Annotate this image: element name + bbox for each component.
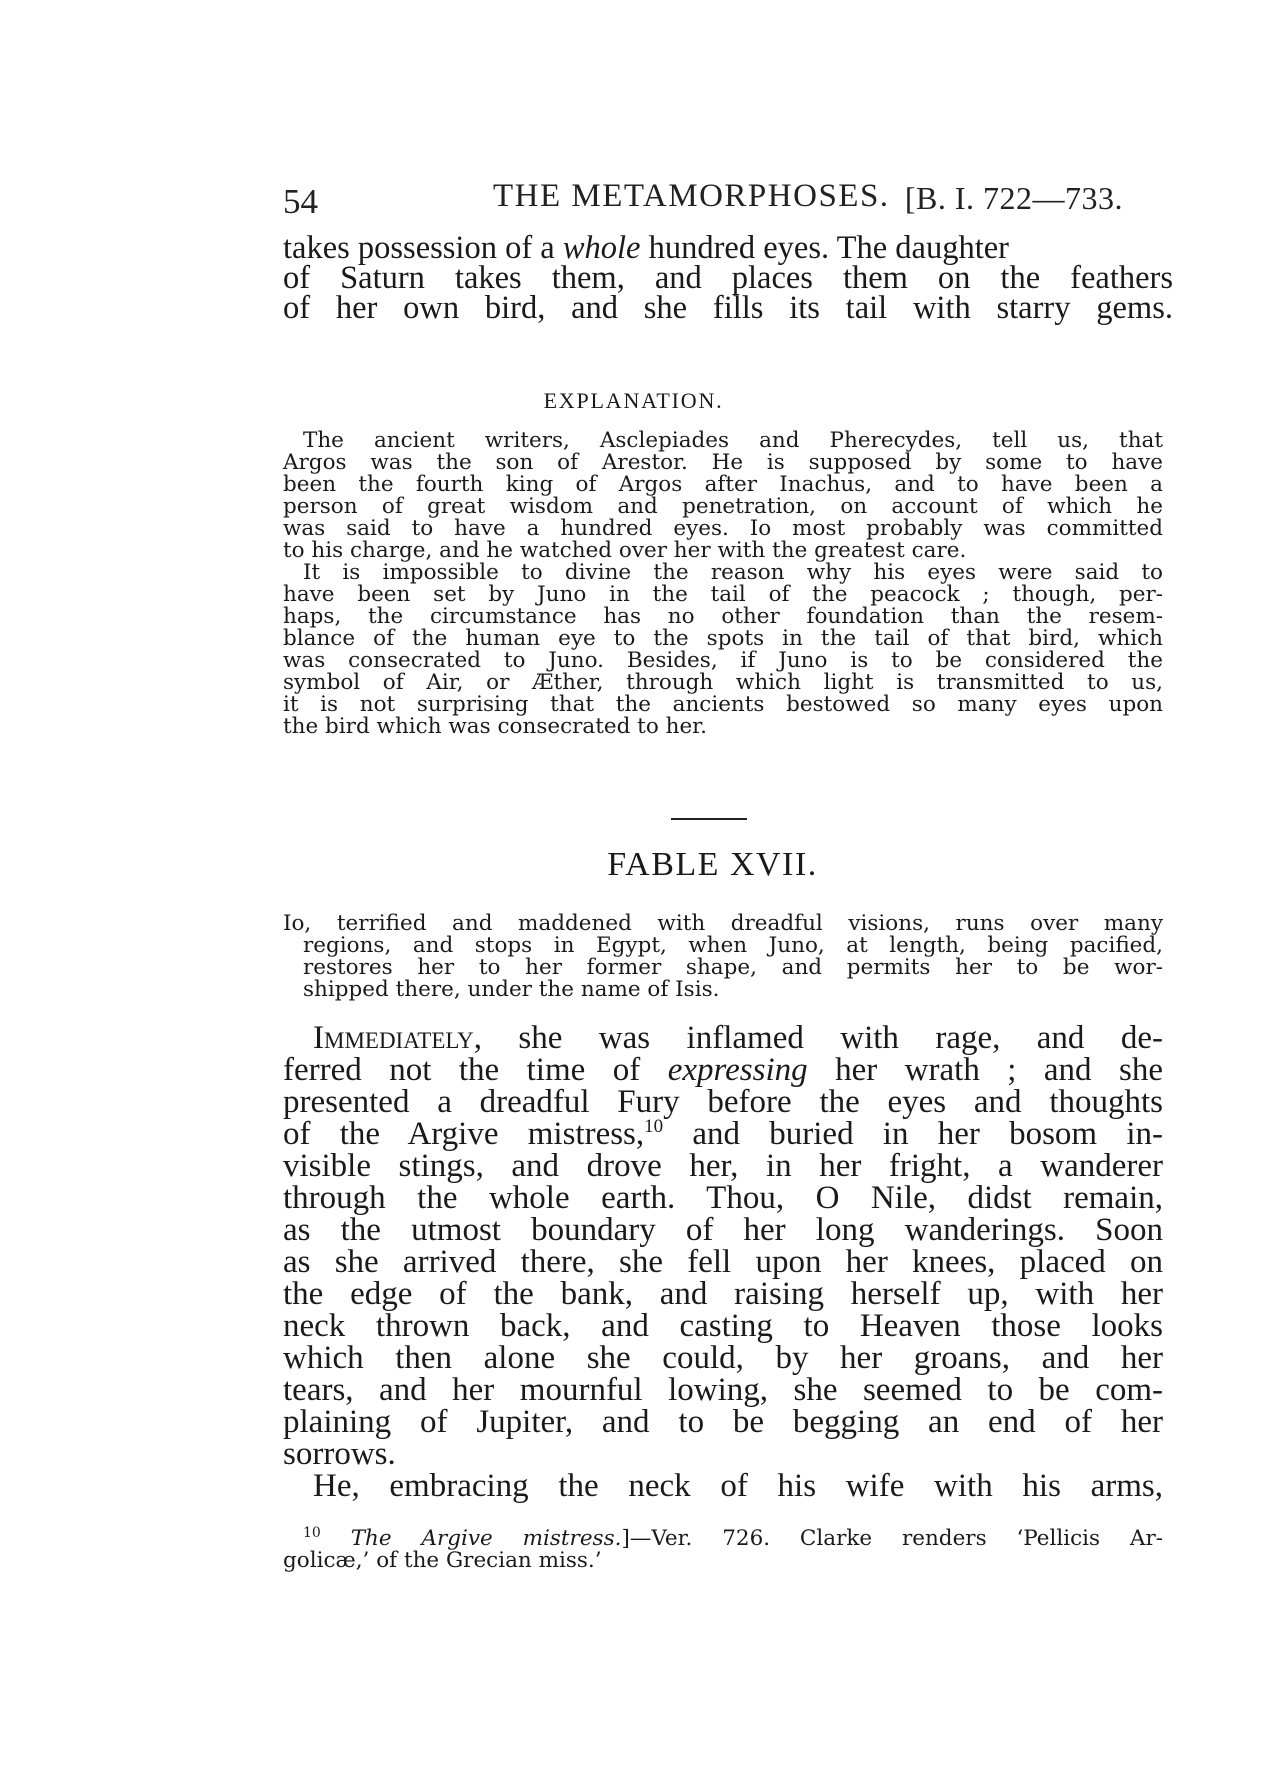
- drop-word: Immediately: [313, 1020, 474, 1056]
- explanation-line: was said to have a hundred eyes. Io most probably was committed: [283, 516, 1163, 541]
- argument-line: Io, terrified and maddened with dreadful visions, runs over many: [283, 911, 1163, 936]
- footnote-marker: 10: [303, 1525, 321, 1541]
- explanation-line: person of great wisdom and penetration, on account of which he: [283, 494, 1163, 519]
- body-line: as she arrived there, she fell upon her knees, placed on: [283, 1244, 1163, 1280]
- explanation-line: have been set by Juno in the tail of the peacock ; though, per-: [283, 582, 1163, 607]
- emphasis: whole: [562, 230, 641, 266]
- footnote-line: golicæ,’ of the Grecian miss.’: [283, 1548, 602, 1573]
- running-title: THE METAMORPHOSES.: [493, 178, 890, 214]
- explanation-line: it is not surprising that the ancients bestowed so many eyes upon: [283, 692, 1163, 717]
- explanation-line: blance of the human eye to the spots in the tail of that bird, which: [283, 626, 1163, 651]
- body-line: through the whole earth. Thou, O Nile, didst remain,: [283, 1180, 1163, 1216]
- book-reference: [B. I. 722—733.: [904, 180, 1123, 216]
- explanation-line: been the fourth king of Argos after Inachus, and to have been a: [283, 472, 1163, 497]
- body-line: Immediately, she was inflamed with rage, and de-: [313, 1020, 1163, 1056]
- explanation-line: symbol of Air, or Æther, through which light is transmitted to us,: [283, 670, 1163, 695]
- page-number: 54: [283, 182, 318, 221]
- argument-line: regions, and stops in Egypt, when Juno, at length, being pacified,: [303, 933, 1163, 958]
- body-line: as the utmost boundary of her long wanderings. Soon: [283, 1212, 1163, 1248]
- explanation-line: was consecrated to Juno. Besides, if Juno is to be considered the: [283, 648, 1163, 673]
- fable-title: FABLE XVII.: [607, 846, 818, 883]
- body-line: which then alone she could, by her groans, and her: [283, 1340, 1163, 1376]
- emphasis: expressing: [667, 1052, 808, 1088]
- body-line: of the Argive mistress,$^{10}$ and buried in her bosom in-: [283, 1116, 1163, 1152]
- section-divider: [671, 818, 747, 820]
- body-line: neck thrown back, and casting to Heaven those looks: [283, 1308, 1163, 1344]
- body-line: sorrows.: [283, 1436, 396, 1472]
- body-line: ferred not the time of expressing her wrath ; and she: [283, 1052, 1164, 1088]
- explanation-line: the bird which was consecrated to her.: [283, 714, 707, 739]
- body-line: visible stings, and drove her, in her fright, a wanderer: [283, 1148, 1163, 1184]
- body-line: the edge of the bank, and raising herself up, with her: [283, 1276, 1163, 1312]
- body-line: plaining of Jupiter, and to be begging an end of her: [283, 1404, 1163, 1440]
- explanation-line: It is impossible to divine the reason why his eyes were said to: [303, 560, 1163, 585]
- intro-line: of Saturn takes them, and places them on the feathers: [283, 260, 1173, 296]
- intro-line: takes possession of a whole hundred eyes. The daughter: [283, 230, 1009, 266]
- footnote-reference: The Argive mistress.: [350, 1526, 622, 1552]
- body-line: tears, and her mournful lowing, she seemed to be com-: [283, 1372, 1163, 1408]
- explanation-line: The ancient writers, Asclepiades and Pherecydes, tell us, that: [303, 428, 1163, 453]
- footnote: $^{10}$ The Argive mistress.]—Ver. 726. Clarke renders ‘Pellicis Ar-: [303, 1525, 1164, 1552]
- explanation-line: haps, the circumstance has no other foundation than the resem-: [283, 604, 1163, 629]
- argument-line: shipped there, under the name of Isis.: [303, 977, 720, 1002]
- intro-line: of her own bird, and she fills its tail with starry gems.: [283, 290, 1173, 326]
- footnote-ref[interactable]: 10: [644, 1116, 664, 1137]
- body-line: presented a dreadful Fury before the eyes and thoughts: [283, 1084, 1163, 1120]
- argument-line: restores her to her former shape, and permits her to be wor-: [303, 955, 1163, 980]
- explanation-heading: EXPLANATION.: [543, 388, 724, 413]
- explanation-line: to his charge, and he watched over her with the greatest care.: [283, 538, 967, 563]
- body-line: He, embracing the neck of his wife with his arms,: [313, 1468, 1163, 1504]
- running-header: [283, 178, 1123, 221]
- explanation-line: Argos was the son of Arestor. He is supposed by some to have: [283, 450, 1163, 475]
